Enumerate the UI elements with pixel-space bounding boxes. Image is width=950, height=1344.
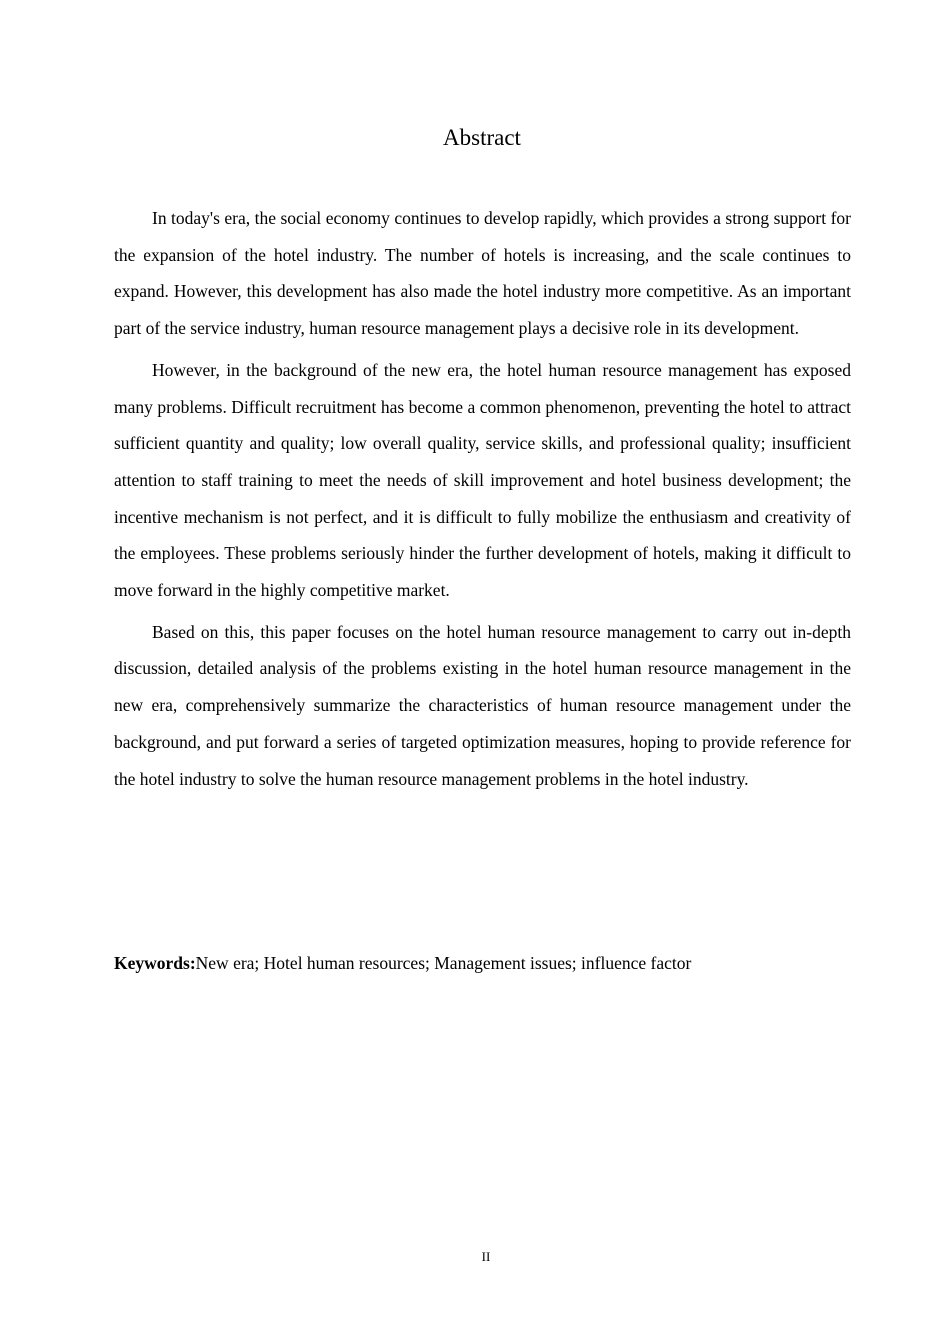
abstract-title: Abstract (443, 125, 521, 150)
abstract-paragraph-2: However, in the background of the new era, the hotel human resource management has exposed many problems. Difficult recruitment has become a common phenomenon, preventing the hotel to attract sufficient quantity and quality; low overall quality, service skills, and professional quality; insufficient attention to staff training to meet the needs of skill improvement and hotel business development; the incentive mechanism is not perfect, and it is difficult to fully mobilize the enthusiasm and creativity of the employees. These problems seriously hinder the further development of hotels, making it difficult to move forward in the highly competitive market. (114, 359, 851, 601)
abstract-paragraph-1: In today's era, the social economy continues to develop rapidly, which provides a strong support for the expansion of the hotel industry. The number of hotels is increasing, and the scale continues to expand. However, this development has also made the hotel industry more competitive. As an important part of the service industry, human resource management plays a decisive role in its development. (114, 208, 851, 339)
page-number: II (481, 1249, 491, 1264)
keywords-line (114, 946, 851, 980)
keywords-label: Keywords: (114, 953, 196, 973)
abstract-body (114, 200, 851, 802)
keywords-value: New era; Hotel human resources; Management issues; influence factor (195, 953, 692, 973)
abstract-paragraph-3: Based on this, this paper focuses on the hotel human resource management to carry out in-depth discussion, detailed analysis of the problems existing in the hotel human resource management in the new era, comprehensively summarize the characteristics of human resource management under the background, and put forward a series of targeted optimization measures, hoping to provide reference for the hotel industry to solve the human resource management problems in the hotel industry. (114, 621, 851, 789)
